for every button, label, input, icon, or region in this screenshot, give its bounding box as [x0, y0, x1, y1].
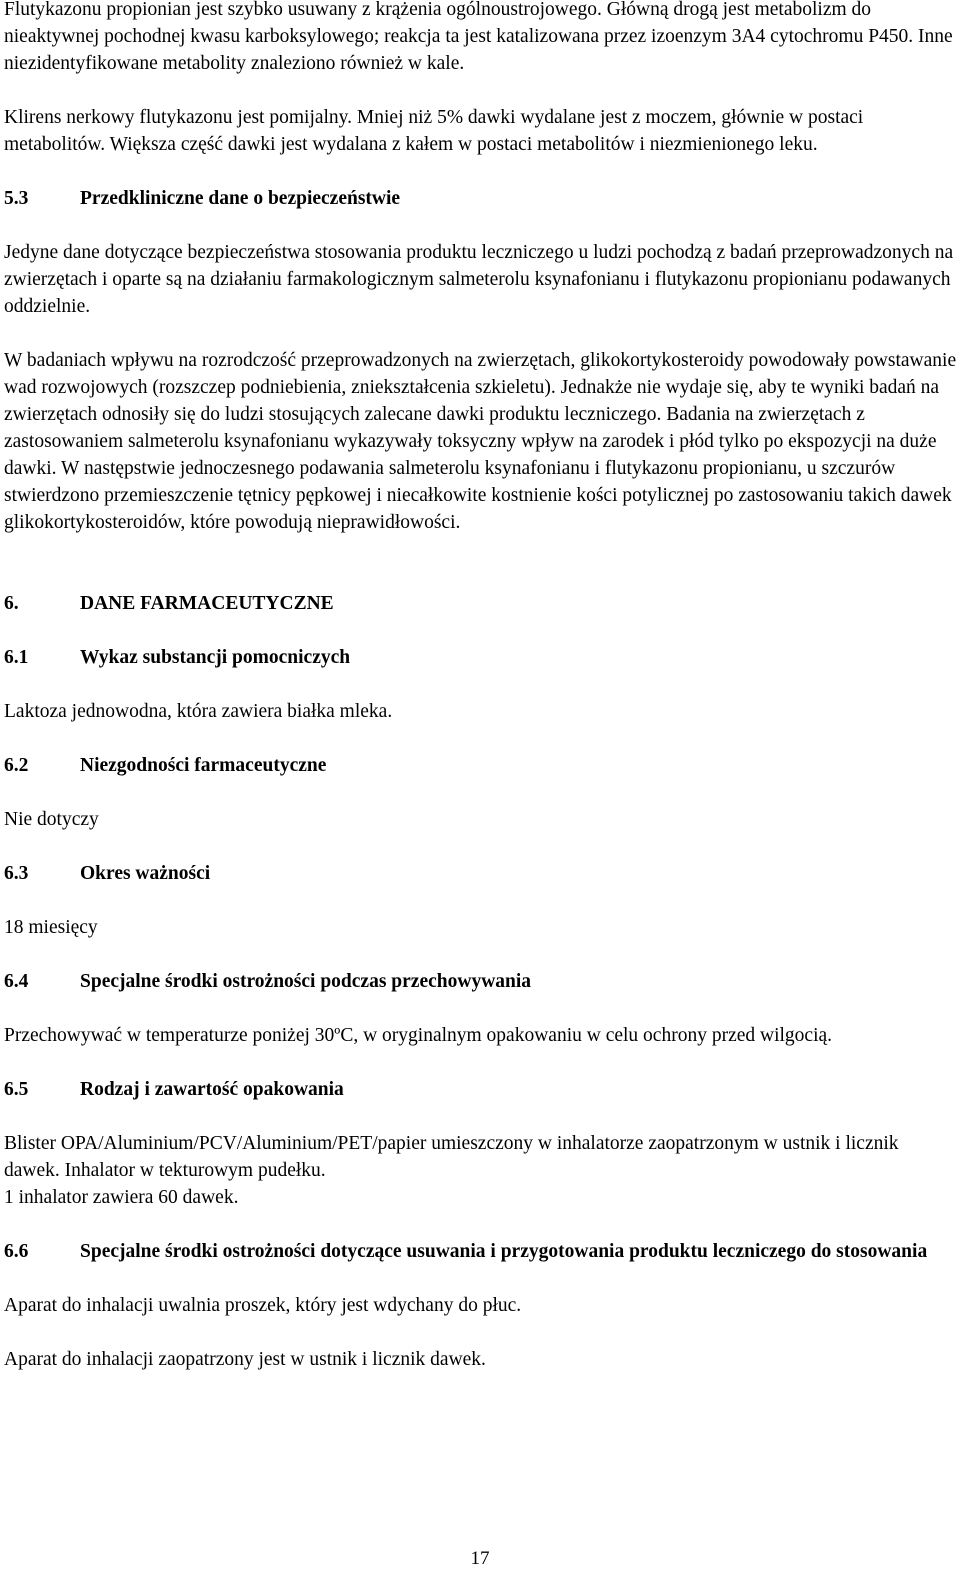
section-title: Niezgodności farmaceutyczne	[80, 755, 327, 776]
section-number: 6.6	[4, 1241, 29, 1262]
paragraph-inhaler-powder: Aparat do inhalacji uwalnia proszek, który jest wdychany do płuc.	[4, 1295, 522, 1316]
section-number: 6.5	[4, 1079, 29, 1100]
section-heading-6-3	[4, 860, 958, 887]
section-heading-6-4	[4, 968, 958, 995]
section-number: 6.4	[4, 971, 29, 992]
section-number: 6.1	[4, 647, 29, 668]
paragraph-renal-clearance: Klirens nerkowy flutykazonu jest pomijalny. Mniej niż 5% dawki wydalane jest z moczem, głównie w postaci metabolitów. Większa część dawki jest wydalana z kałem w postaci metabolitów i niezmienionego leku.	[4, 107, 864, 155]
paragraph-shelf-life: 18 miesięcy	[4, 917, 98, 938]
section-title: Wykaz substancji pomocniczych	[80, 647, 351, 668]
section-title: Przedkliniczne dane o bezpieczeństwie	[80, 188, 401, 209]
paragraph-incompatibilities: Nie dotyczy	[4, 809, 99, 830]
section-heading-6-1	[4, 644, 958, 671]
paragraph-excipients: Laktoza jednowodna, która zawiera białka mleka.	[4, 701, 393, 722]
section-heading-6-6	[4, 1238, 958, 1265]
paragraph-preclinical-1: Jedyne dane dotyczące bezpieczeństwa stosowania produktu leczniczego u ludzi pochodzą z badań przeprowadzonych na zwierzętach i oparte są na działaniu farmakologicznym salmeterolu ksynafonianu i flutykazonu propionianu podawanych oddzielnie.	[4, 242, 954, 317]
paragraph-storage: Przechowywać w temperaturze poniżej 30ºC, w oryginalnym opakowaniu w celu ochrony przed wilgocią.	[4, 1025, 833, 1046]
section-heading-6-2	[4, 752, 958, 779]
section-number: 6.3	[4, 863, 29, 884]
paragraph-container: Blister OPA/Aluminium/PCV/Aluminium/PET/papier umieszczony w inhalatorze zaopatrzonym w ustnik i licznik dawek. Inhalator w tekturowym pudełku.	[4, 1133, 899, 1181]
document-page	[4, 0, 958, 1373]
paragraph-inhaler-mouthpiece: Aparat do inhalacji zaopatrzony jest w ustnik i licznik dawek.	[4, 1349, 486, 1370]
section-number: 6.	[4, 593, 19, 614]
section-title: Rodzaj i zawartość opakowania	[80, 1079, 344, 1100]
section-title: Specjalne środki ostrożności dotyczące usuwania i przygotowania produktu leczniczego do stosowania	[80, 1241, 928, 1262]
paragraph-fluticasone-metabolism: Flutykazonu propionian jest szybko usuwany z krążenia ogólnoustrojowego. Główną drogą jest metabolizm do nieaktywnej pochodnej kwasu karboksylowego; reakcja ta jest katalizowana przez izoenzym 3A4 cytochromu P450. Inne niezidentyfikowane metabolity znaleziono również w kale.	[4, 0, 953, 74]
page-number: 17	[470, 1548, 490, 1569]
paragraph-doses: 1 inhalator zawiera 60 dawek.	[4, 1187, 239, 1208]
section-title: Specjalne środki ostrożności podczas przechowywania	[80, 971, 532, 992]
section-title: Okres ważności	[80, 863, 211, 884]
section-heading-5-3	[4, 185, 958, 212]
section-number: 5.3	[4, 188, 29, 209]
section-number: 6.2	[4, 755, 29, 776]
section-heading-6	[4, 590, 958, 617]
paragraph-preclinical-2: W badaniach wpływu na rozrodczość przeprowadzonych na zwierzętach, glikokortykosteroidy powodowały powstawanie wad rozwojowych (rozszczep podniebienia, zniekształcenia szkieletu). Jednakże nie wydaje się, aby te wyniki badań na zwierzętach odnosiły się do ludzi stosujących zalecane dawki produktu leczniczego. Badania na zwierzętach z zastosowaniem salmeterolu ksynafonianu wykazywały toksyczny wpływ na zarodek i płód tylko po ekspozycji na duże dawki. W następstwie jednoczesnego podawania salmeterolu ksynafonianu i flutykazonu propionianu, u szczurów stwierdzono przemieszczenie tętnicy pępkowej i niecałkowite kostnienie kości potylicznej po zastosowaniu takich dawek glikokortykosteroidów, które powodują nieprawidłowości.	[4, 350, 957, 533]
section-heading-6-5	[4, 1076, 958, 1103]
section-title: DANE FARMACEUTYCZNE	[80, 593, 334, 614]
